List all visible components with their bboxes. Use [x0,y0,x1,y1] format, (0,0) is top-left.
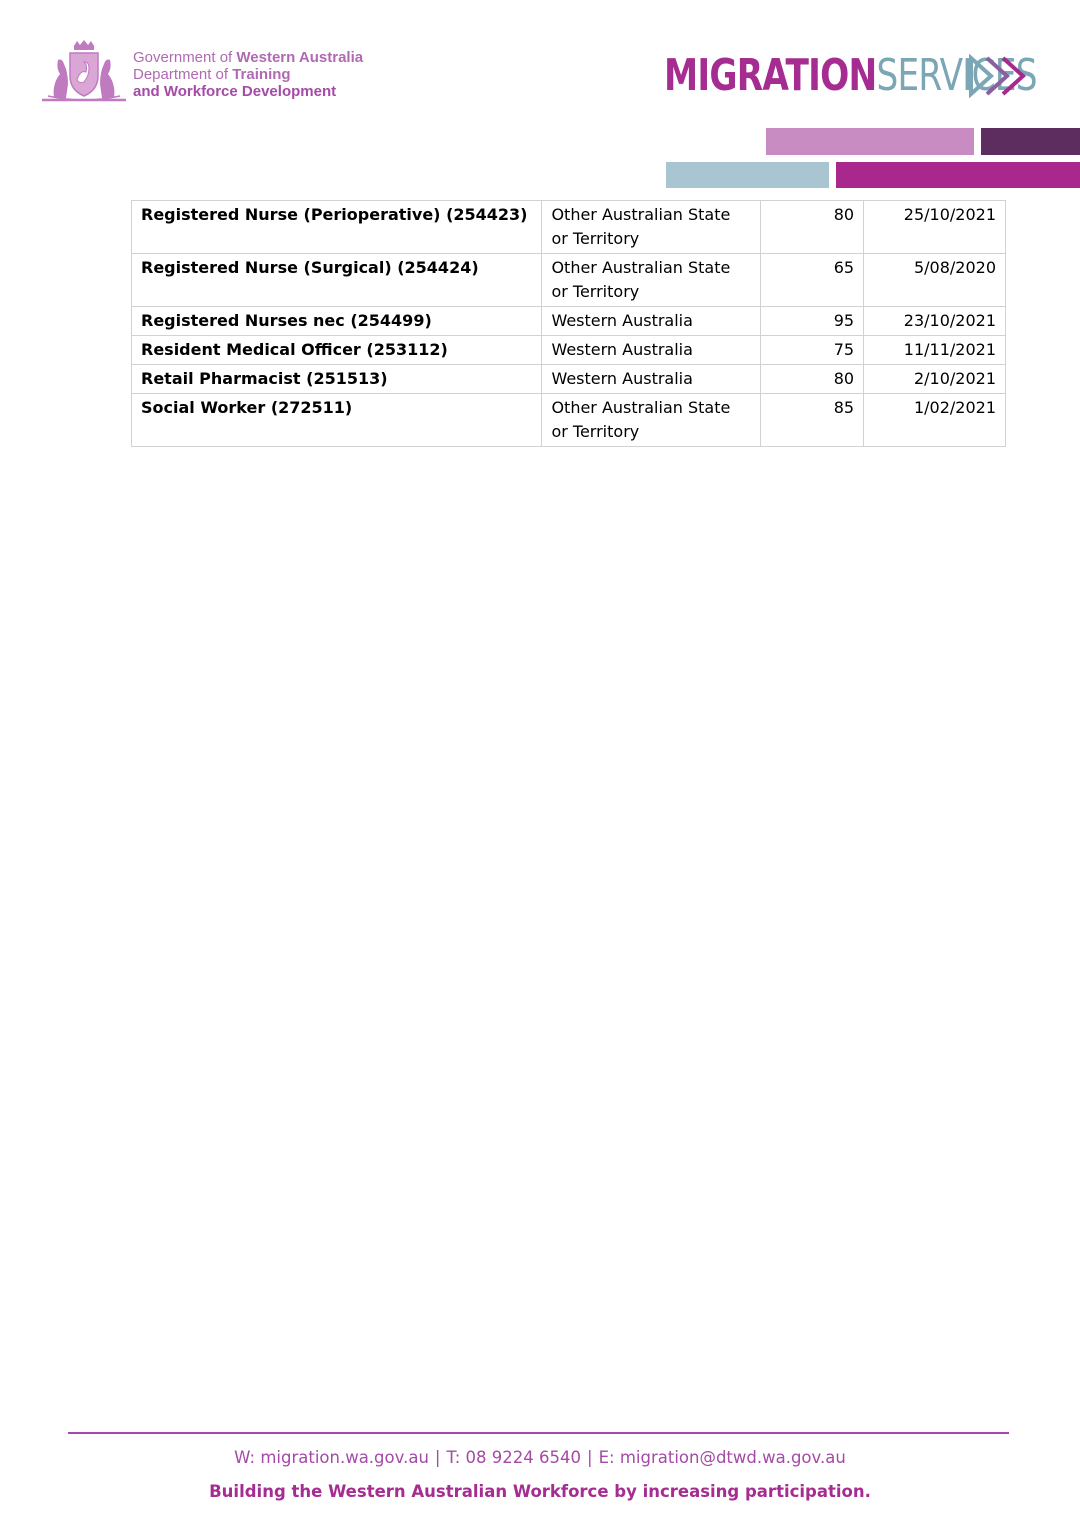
department-name [133,49,363,100]
footer-contact [0,1448,1080,1467]
footer-divider [68,1432,1009,1434]
decor-bar-pink [766,128,974,155]
date-cell: 11/11/2021 [864,336,1006,365]
table-row [132,201,1006,254]
score-cell: 80 [761,201,864,254]
footer-email-link[interactable]: E: migration@dtwd.wa.gov.au [598,1448,846,1467]
state-cell: Western Australia [542,307,761,336]
footer-website-link[interactable]: W: migration.wa.gov.au [234,1448,429,1467]
migration-services-logo [664,50,1044,102]
gov-line2-prefix: Department of [133,66,233,83]
state-cell: Western Australia [542,336,761,365]
table-row [132,394,1006,447]
gov-line1-prefix: Government of [133,49,237,66]
table-row [132,336,1006,365]
gov-line1-bold: Western Australia [236,49,364,66]
score-cell: 85 [761,394,864,447]
table-row [132,365,1006,394]
gov-line2-bold: Training [232,66,291,83]
occupation-cell: Social Worker (272511) [132,394,542,447]
occupation-table [131,200,1006,447]
state-line1: Other Australian State [551,258,731,277]
occupation-cell: Retail Pharmacist (251513) [132,365,542,394]
state-cell [542,254,761,307]
state-line1: Other Australian State [551,205,731,224]
gov-line3: and Workforce Development [133,83,337,100]
decor-bar-plum [981,128,1080,155]
date-cell: 25/10/2021 [864,201,1006,254]
brand-part-services: SERVICES [876,50,1037,101]
decor-bar-blue [666,162,829,188]
occupation-cell: Resident Medical Officer (253112) [132,336,542,365]
date-cell: 23/10/2021 [864,307,1006,336]
state-cell [542,201,761,254]
occupation-cell: Registered Nurse (Perioperative) (254423) [132,201,542,254]
score-cell: 95 [761,307,864,336]
state-line1: Other Australian State [551,398,731,417]
state-line2: or Territory [551,422,640,441]
footer-separator: | [434,1448,441,1467]
state-cell: Western Australia [542,365,761,394]
date-cell: 5/08/2020 [864,254,1006,307]
wa-coat-of-arms-icon [40,40,128,104]
government-logo [40,40,420,104]
score-cell: 80 [761,365,864,394]
footer-phone: T: 08 9224 6540 [446,1448,582,1467]
table-row [132,254,1006,307]
date-cell: 1/02/2021 [864,394,1006,447]
table-row [132,307,1006,336]
date-cell: 2/10/2021 [864,365,1006,394]
footer-tagline: Building the Western Australian Workforce by increasing participation. [209,1482,871,1501]
state-cell [542,394,761,447]
state-line2: or Territory [551,229,640,248]
occupation-cell: Registered Nurses nec (254499) [132,307,542,336]
decor-bar-magenta [836,162,1080,188]
triple-chevron-right-icon [967,54,1039,98]
score-cell: 65 [761,254,864,307]
footer-separator: | [587,1448,593,1467]
state-line2: or Territory [551,282,640,301]
score-cell: 75 [761,336,864,365]
occupation-cell: Registered Nurse (Surgical) (254424) [132,254,542,307]
brand-part-migration: MIGRATION [664,50,877,101]
